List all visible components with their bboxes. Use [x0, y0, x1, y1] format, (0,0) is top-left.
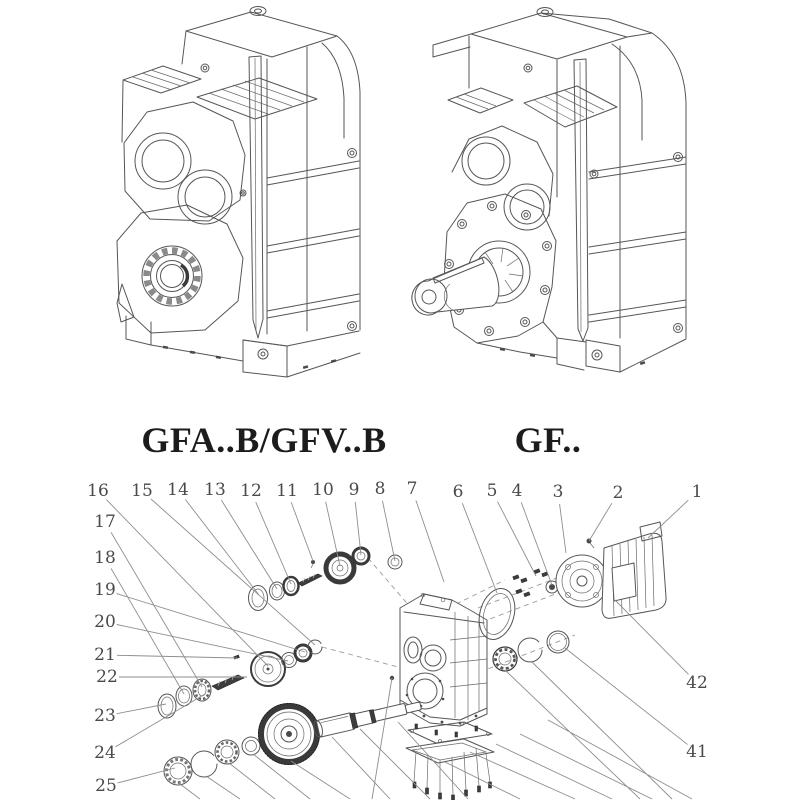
- callout-leader-5: [498, 502, 536, 576]
- callout-leader-6: [462, 503, 497, 593]
- snap-ring: [518, 638, 542, 662]
- callout-number-11: 11: [276, 481, 298, 501]
- output-bearing: [142, 246, 202, 306]
- left-gearbox-drawing: [117, 7, 360, 378]
- callout-leader-7: [416, 500, 444, 582]
- callout-leader-16: [106, 500, 268, 666]
- callout-number-21: 21: [94, 645, 116, 665]
- callout-leader-3: [560, 504, 566, 553]
- callout-number-41: 41: [686, 742, 708, 762]
- snap-ring: [191, 751, 217, 777]
- callout-number-9: 9: [348, 480, 360, 500]
- right-model-label: GF..: [514, 420, 582, 460]
- callout-number-4: 4: [511, 481, 523, 501]
- output-gear: [259, 704, 320, 765]
- washer: [242, 737, 260, 755]
- callout-leader-15: [151, 499, 315, 645]
- cooling-fins-center: [524, 86, 617, 127]
- callout-leader-19: [116, 594, 305, 652]
- bearing: [295, 645, 311, 661]
- callout-number-42: 42: [686, 673, 708, 693]
- bearing: [284, 577, 299, 595]
- callout-leader-13: [221, 500, 277, 589]
- pinion-shaft: [298, 574, 322, 586]
- callout-leader-12: [256, 502, 291, 584]
- right-gearbox-drawing: [412, 8, 686, 373]
- housing-bolts: [413, 724, 492, 800]
- callout-number-3: 3: [552, 482, 564, 502]
- callout-leader-24: [115, 694, 205, 747]
- input-shaft-parts: [249, 548, 403, 611]
- side-ribs: [589, 157, 686, 322]
- callout-number-13: 13: [204, 480, 226, 500]
- input-gear: [326, 554, 354, 582]
- callout-number-17: 17: [94, 512, 116, 532]
- left-model-label: GFA..B/GFV..B: [141, 420, 387, 460]
- callout-number-12: 12: [240, 481, 262, 501]
- callout-number-16: 16: [87, 481, 109, 501]
- callout-leader-14: [185, 500, 259, 595]
- bearing: [353, 548, 369, 564]
- callout-layer: [87, 479, 708, 796]
- callout-number-15: 15: [131, 481, 153, 501]
- callout-number-20: 20: [94, 612, 116, 632]
- flange-bolts: [513, 569, 548, 597]
- callout-leader-8: [382, 501, 395, 561]
- oil-plug: [537, 8, 553, 17]
- input-bore: [135, 133, 191, 189]
- callout-number-8: 8: [374, 479, 386, 499]
- callout-number-6: 6: [452, 482, 464, 502]
- callout-leader-21: [117, 655, 237, 658]
- callout-number-24: 24: [94, 743, 116, 763]
- callout-leader-2: [589, 503, 612, 541]
- callout-number-23: 23: [94, 706, 116, 726]
- callout-number-1: 1: [691, 482, 703, 502]
- bearing: [388, 555, 402, 569]
- callout-number-25: 25: [95, 776, 117, 796]
- callout-leader-17: [111, 532, 202, 687]
- shaft-key: [234, 655, 240, 659]
- motor-side-parts: [473, 522, 666, 671]
- callout-leader-11: [291, 502, 313, 561]
- callout-number-2: 2: [612, 483, 624, 503]
- callout-number-18: 18: [94, 548, 116, 568]
- second-bore: [178, 170, 232, 224]
- output-shaft-parts: [164, 697, 422, 785]
- callout-number-10: 10: [312, 480, 334, 500]
- callout-number-19: 19: [94, 580, 116, 600]
- side-ribs: [267, 161, 359, 318]
- exploded-parts-diagram: [87, 479, 708, 800]
- callout-number-22: 22: [96, 667, 118, 687]
- callout-leader-41: [565, 648, 688, 745]
- callout-leader-1: [648, 500, 688, 538]
- roller-bearing: [164, 757, 192, 785]
- callout-number-7: 7: [406, 479, 418, 499]
- output-shaft: [412, 257, 499, 315]
- callout-number-14: 14: [167, 480, 189, 500]
- callout-number-5: 5: [486, 481, 498, 501]
